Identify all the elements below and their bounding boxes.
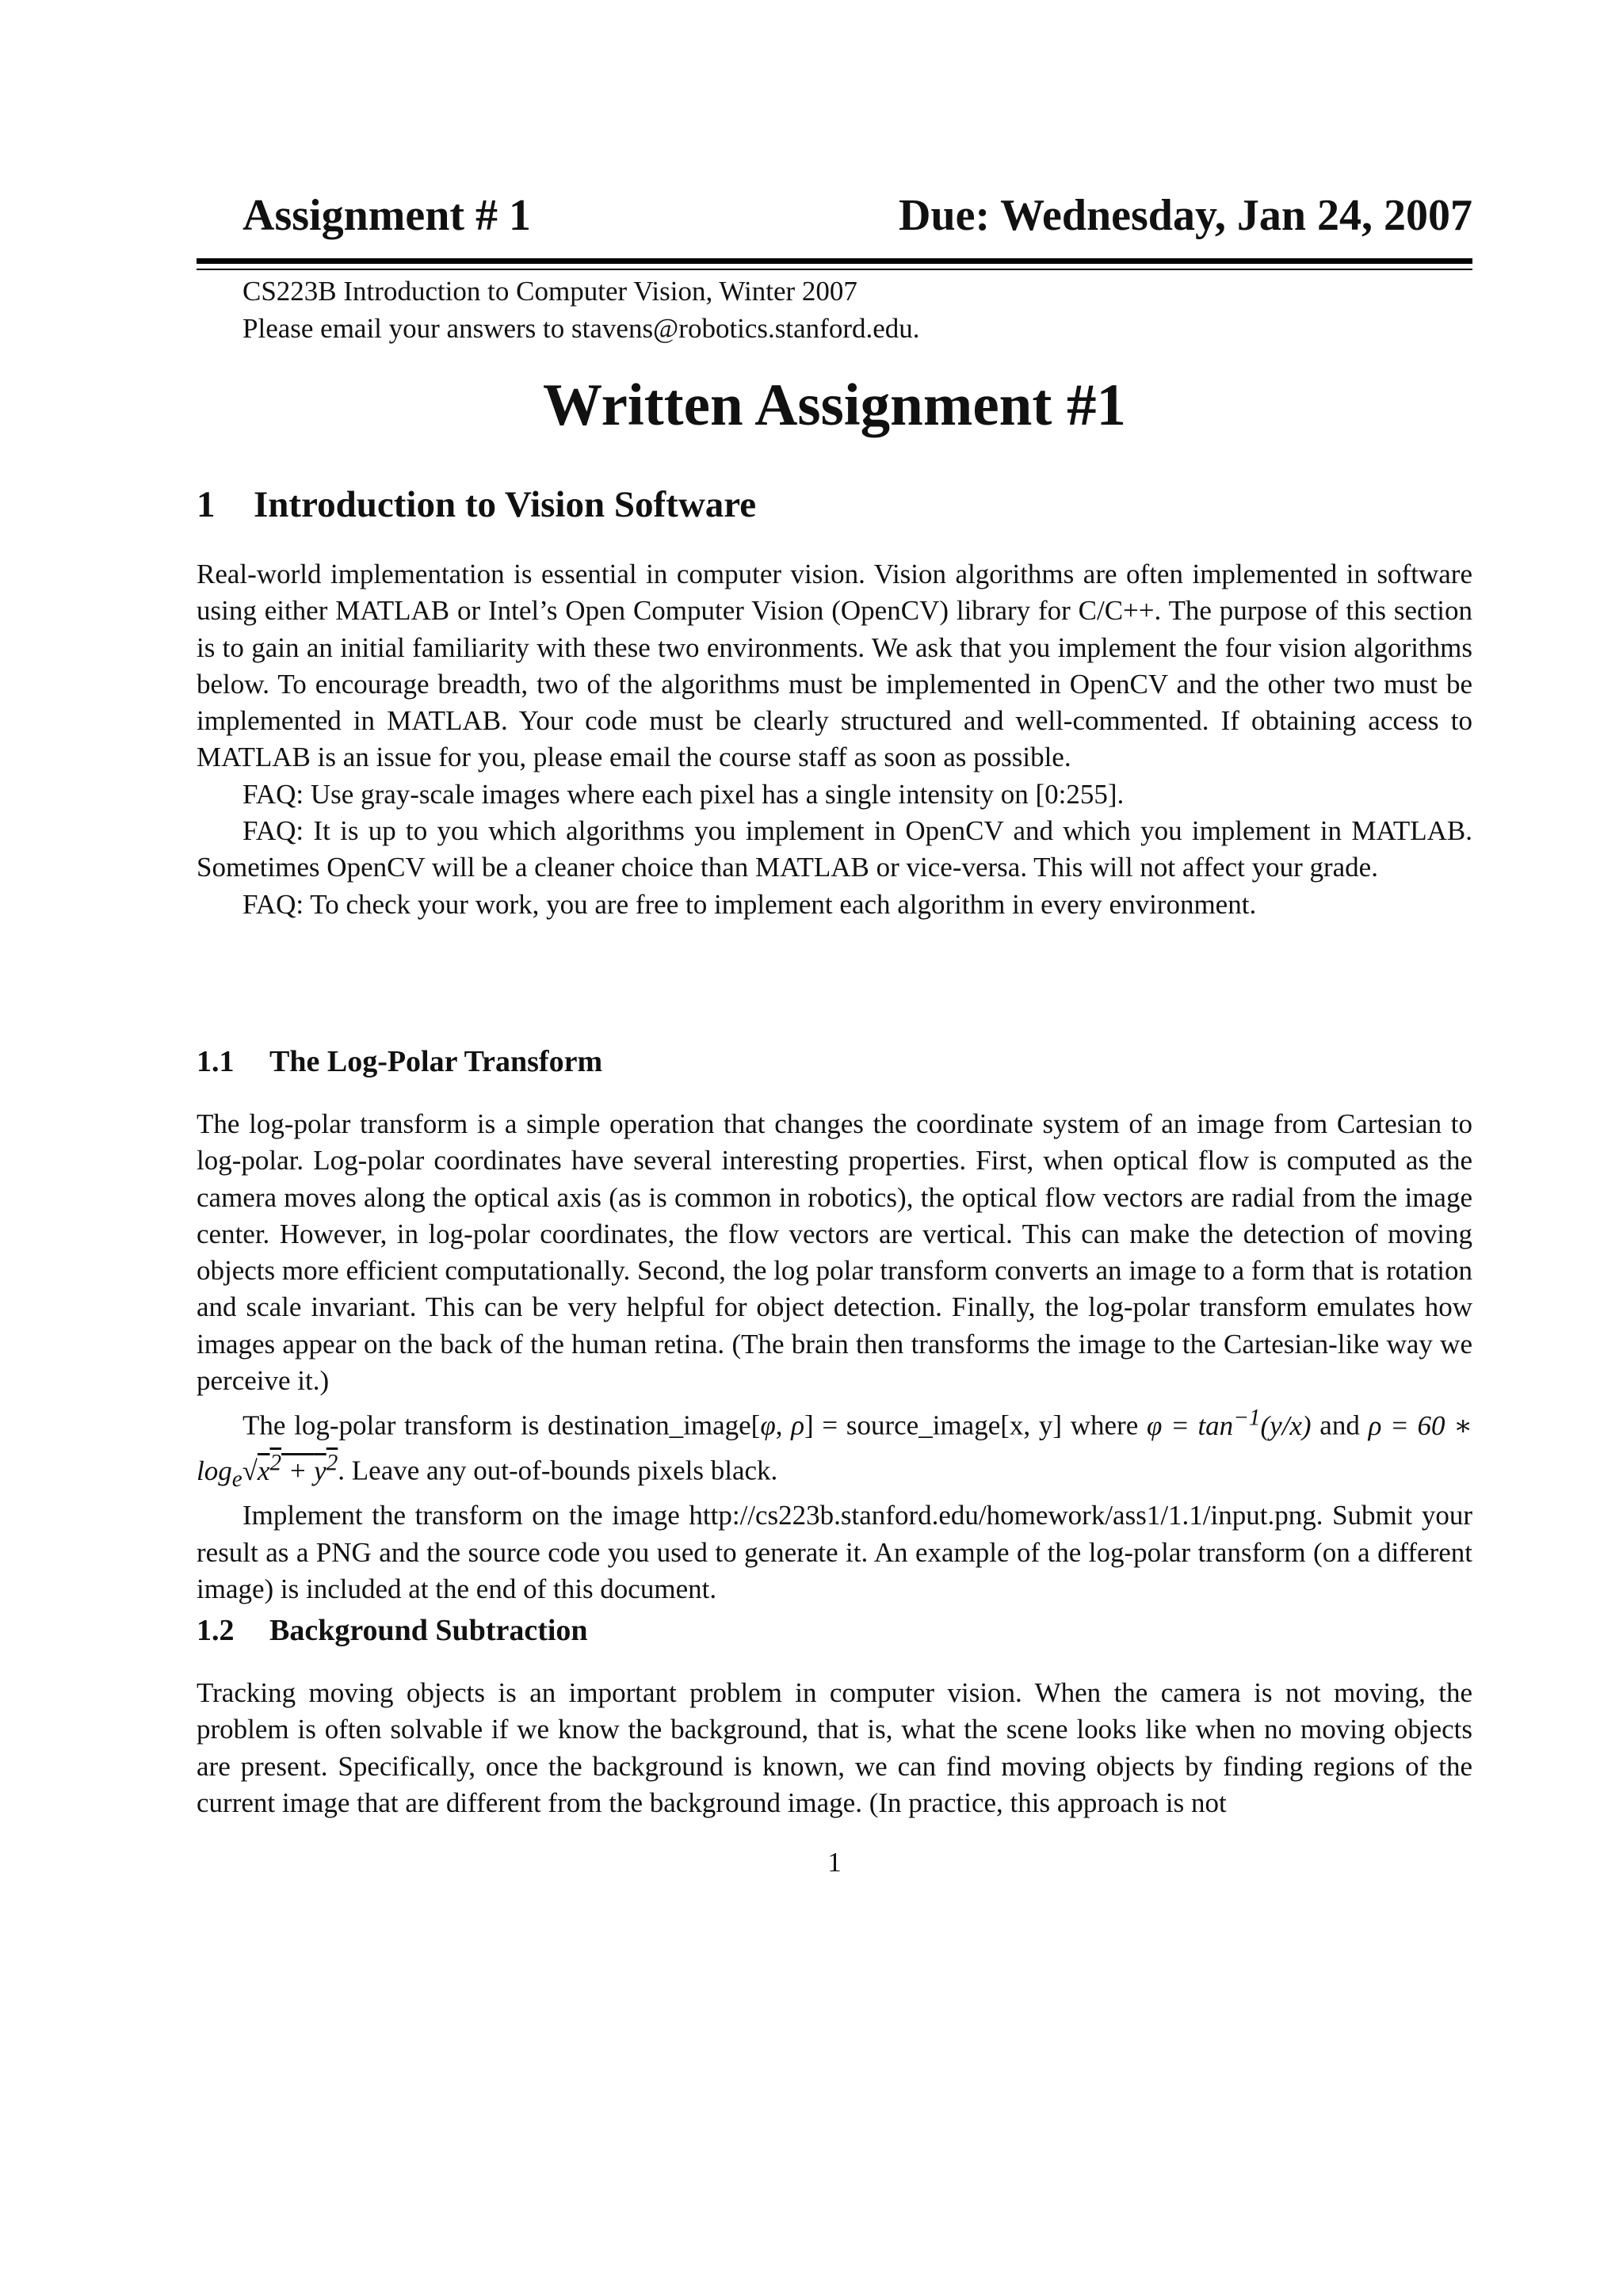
- log-polar-formula-paragraph: The log-polar transform is destination_image[φ, ρ] = source_image[x, y] where $\varphi = \tan^{-1}(y/x)$ and ρ = 60 ∗ $\log_e√x^2 + y^2$. Leave any out-of-bounds pixels black.: [197, 1405, 1472, 1492]
- faq-1: FAQ: Use gray-scale images where each pixel has a single intensity on [0:255].: [242, 778, 1125, 810]
- section-1-1-number: 1.1: [197, 1045, 235, 1078]
- document-page: [197, 0, 1472, 2296]
- section-1-1-title: The Log-Polar Transform: [269, 1045, 603, 1078]
- log-polar-paragraph: The log-polar transform is a simple operation that changes the coordinate system of an image from Cartesian to log-polar. Log-polar coordinates have several interesting properties. First, when optical flow is computed as the camera moves along the optical axis (as is common in robotics), the optical flow vectors are radial from the image center. However, in log-polar coordinates, the flow vectors are vertical. This can make the detection of moving objects more efficient computationally. Second, the log polar transform converts an image to a form that is rotation and scale invariant. This can be very helpful for object detection. Finally, the log-polar transform emulates how images appear on the back of the human retina. (The brain then transforms the image to the Cartesian-like way we perceive it.): [197, 1108, 1472, 1397]
- section-1-body: [197, 556, 1472, 923]
- section-1-2-heading: [197, 1610, 588, 1651]
- background-subtraction-paragraph: Tracking moving objects is an important problem in computer vision. When the camera is not moving, the problem is often solvable if we know the background, that is, what the scene looks like when no moving objects are present. Specifically, once the background is known, we can find moving objects by finding regions of the current image that are different from the background image. (In practice, this approach is not: [197, 1677, 1472, 1818]
- section-1-paragraph: Real-world implementation is essential in computer vision. Vision algorithms are often implemented in software using either MATLAB or Intel’s Open Computer Vision (OpenCV) library for C/C++. The purpose of this section is to gain an initial familiarity with these two environments. We ask that you implement the four vision algorithms below. To encourage breadth, two of the algorithms must be implemented in OpenCV and the other two must be implemented in MATLAB. Your code must be clearly structured and well-commented. If obtaining access to MATLAB is an issue for you, please email the course staff as soon as possible.: [197, 559, 1472, 773]
- assignment-number: Assignment # 1: [242, 191, 532, 240]
- faq-3: FAQ: To check your work, you are free to implement each algorithm in every environment.: [242, 888, 1257, 920]
- document-header: [242, 184, 1472, 247]
- phi-equation: $\varphi = \tan^{-1}(y/x)$: [1147, 1405, 1312, 1442]
- due-date: Due: Wednesday, Jan 24, 2007: [899, 191, 1472, 240]
- document-title: Written Assignment #1: [542, 372, 1127, 438]
- log-polar-instructions: Implement the transform on the image http://cs223b.stanford.edu/homework/ass1/1.1/input.png. Submit your result as a PNG and the source code you used to generate it. An example of the log-polar transform (on a different image) is included at the end of this document.: [197, 1500, 1472, 1604]
- page-number: 1: [827, 1847, 842, 1878]
- header-rule-thick: [197, 258, 1472, 264]
- email-instruction: Please email your answers to stavens@robotics.stanford.edu.: [242, 313, 920, 344]
- rho-equation: ρ = 60 ∗ $\log_e√x^2 + y^2$: [197, 1410, 1472, 1492]
- section-1-2-title: Background Subtraction: [269, 1614, 588, 1647]
- section-1-1-heading: [197, 1041, 602, 1082]
- section-1-1-body: [197, 1106, 1472, 1608]
- section-1-title: Introduction to Vision Software: [254, 484, 757, 525]
- section-1-2-number: 1.2: [197, 1614, 235, 1647]
- faq-2: FAQ: It is up to you which algorithms you implement in OpenCV and which you implement in MATLAB. Sometimes OpenCV will be a cleaner choice than MATLAB or vice-versa. This will not affect your grade.: [197, 815, 1472, 883]
- section-1-number: 1: [197, 484, 216, 525]
- section-1-heading: [197, 479, 756, 530]
- section-1-2-body: [197, 1675, 1472, 1821]
- header-rule-thin: [197, 269, 1472, 270]
- course-title: CS223B Introduction to Computer Vision, Winter 2007: [242, 276, 857, 307]
- course-info: [242, 273, 920, 347]
